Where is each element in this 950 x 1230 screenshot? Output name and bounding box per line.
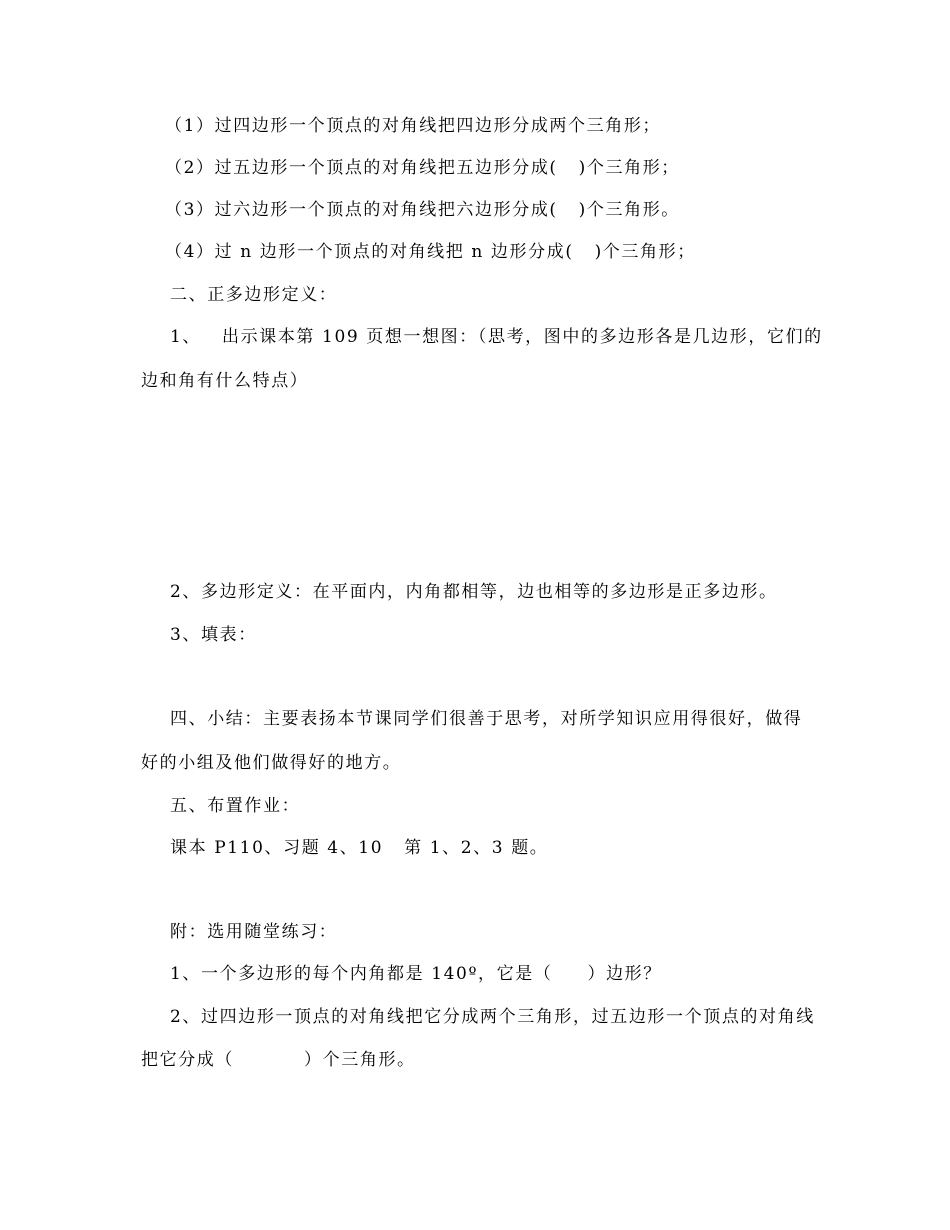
section-heading: 五、布置作业：: [170, 796, 301, 816]
text-line: 课本 P110、习题 4、10 第 1、2、3 题。: [170, 838, 549, 858]
section-heading: 二、正多边形定义：: [170, 285, 338, 305]
text-line: （4）过 n 边形一个顶点的对角线把 n 边形分成( )个三角形；: [165, 242, 696, 262]
text-line: 1、 出示课本第 109 页想一想图：（思考，图中的多边形各是几边形，它们的: [170, 327, 823, 347]
text-line: （1）过四边形一个顶点的对角线把四边形分成两个三角形；: [165, 116, 662, 136]
section-heading: 附：选用随堂练习：: [170, 922, 338, 942]
text-line: 2、多边形定义：在平面内，内角都相等，边也相等的多边形是正多边形。: [170, 582, 778, 602]
text-line: 好的小组及他们做得好的地方。: [141, 753, 402, 773]
text-line: 边和角有什么特点）: [141, 371, 309, 391]
text-line: 把它分成（ ）个三角形。: [141, 1050, 416, 1070]
text-line: （3）过六边形一个顶点的对角线把六边形分成( )个三角形。: [165, 200, 680, 220]
text-line: 3、填表：: [170, 625, 257, 645]
section-heading: 四、小结：主要表扬本节课同学们很善于思考，对所学知识应用得很好，做得: [170, 709, 803, 729]
text-line: 2、过四边形一顶点的对角线把它分成两个三角形，过五边形一个顶点的对角线: [170, 1007, 815, 1027]
text-line: （2）过五边形一个顶点的对角线把五边形分成( )个三角形；: [165, 158, 680, 178]
text-line: 1、一个多边形的每个内角都是 140º，它是（ ）边形？: [170, 964, 662, 984]
